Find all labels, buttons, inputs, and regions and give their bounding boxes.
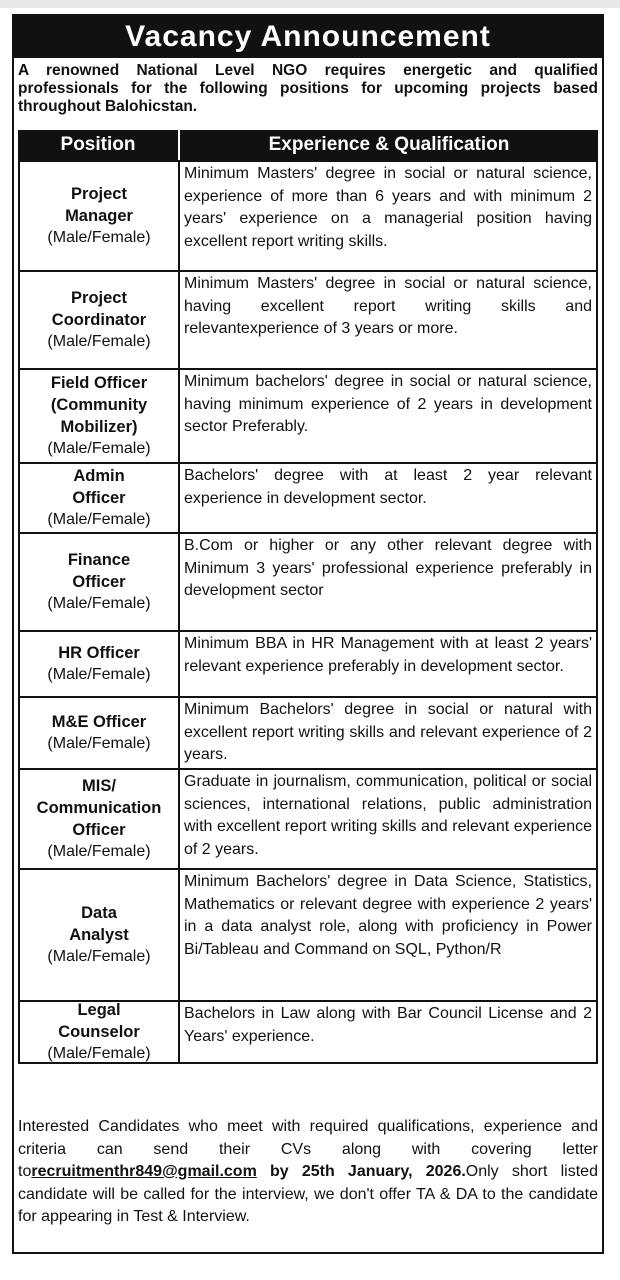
position-cell [20, 698, 180, 768]
position-title: Coordinator [51, 311, 147, 329]
vacancy-announcement-card [12, 14, 604, 1254]
email-link[interactable]: recruitmenthr849@gmail.com [31, 1163, 257, 1180]
gender-label: (Male/Female) [47, 843, 151, 860]
intro-text: A renowned National Level NGO requires energetic and qualified professionals for the following positions for upcoming projects based throughout Balohicstan. [18, 62, 598, 115]
position-title: Analyst [69, 926, 129, 944]
position-column-header: Position [18, 130, 180, 160]
table-header [18, 130, 598, 160]
position-cell [20, 464, 180, 532]
position-title: M&E Officer [51, 713, 147, 731]
application-instructions [18, 1116, 598, 1229]
experience-cell: Minimum Bachelors' degree in Data Science, Statistics, Mathematics or relevant degree with experience 2 years' in a data analyst role, along with proficiency in Power Bi/Tableau and Command on SQL, Python/R [184, 873, 592, 958]
instructions-text: Interested Candidates who meet with required qualifications, experience and criteria can send their CVs along with covering letter to [18, 1118, 598, 1180]
position-cell [20, 162, 180, 270]
announcement-title: Vacancy Announcement [14, 16, 602, 58]
table-row [18, 464, 598, 534]
table-body [18, 160, 598, 1064]
position-cell [20, 632, 180, 696]
position-title: MIS/ [82, 777, 116, 795]
table-row [18, 770, 598, 870]
experience-cell: Minimum Masters' degree in social or natural science, having excellent report writing skills and relevantexperience of 3 years or more. [184, 275, 592, 337]
gender-label: (Male/Female) [47, 735, 151, 752]
position-cell [20, 272, 180, 368]
position-cell [20, 534, 180, 630]
position-title: HR Officer [58, 644, 140, 662]
position-cell [20, 870, 180, 1000]
position-title: (Community [50, 396, 148, 414]
experience-column-header: Experience & Qualification [268, 134, 510, 155]
position-title: Data [81, 904, 117, 922]
position-cell [20, 770, 180, 868]
position-cell [20, 370, 180, 462]
position-cell [20, 1002, 180, 1062]
table-row [18, 370, 598, 464]
position-title: Officer [72, 821, 126, 839]
position-title: Manager [65, 207, 133, 225]
experience-cell: Minimum Bachelors' degree in social or natural with excellent report writing skills and relevant experience of 2 years. [184, 701, 592, 763]
table-row [18, 870, 598, 1002]
position-title: Admin [73, 467, 125, 485]
experience-cell: Minimum BBA in HR Management with at least 2 years' relevant experience preferably in development sector. [184, 635, 592, 675]
table-row [18, 1002, 598, 1064]
position-title: Mobilizer) [60, 418, 138, 436]
position-title: Finance [67, 551, 131, 569]
position-title: Communication [36, 799, 162, 817]
gender-label: (Male/Female) [47, 511, 151, 528]
shortlist-note: Only short listed candidate will be called for the interview, we don't offer TA & DA to the candidate for appearing in Test & Interview. [18, 1163, 598, 1225]
experience-cell: B.Com or higher or any other relevant degree with Minimum 3 years' professional experience preferably in development sector [184, 537, 592, 599]
gender-label: (Male/Female) [47, 666, 151, 683]
table-row [18, 534, 598, 632]
deadline-text: by 25th January, 2026. [269, 1163, 466, 1180]
gender-label: (Male/Female) [47, 440, 151, 457]
experience-cell: Graduate in journalism, communication, political or social sciences, international relations, public administration with excellent report writing skills and relevant experience of 2 years. [184, 773, 592, 858]
top-strip [0, 0, 620, 8]
position-title: Legal [77, 1001, 121, 1019]
position-title: Officer [72, 573, 126, 591]
experience-cell: Bachelors' degree with at least 2 year relevant experience in development sector. [184, 467, 592, 507]
experience-cell: Minimum bachelors' degree in social or natural science, having minimum experience of 2 years in development sector Preferably. [184, 373, 592, 435]
table-row [18, 272, 598, 370]
positions-table [18, 130, 598, 1064]
experience-cell: Minimum Masters' degree in social or natural science, experience of more than 6 years and with minimum 2 years' experience on a managerial position having excellent report writing skills. [184, 165, 592, 250]
position-title: Field Officer [50, 374, 148, 392]
table-row [18, 160, 598, 272]
table-row [18, 632, 598, 698]
position-title: Counselor [58, 1023, 140, 1041]
position-title: Officer [72, 489, 126, 507]
gender-label: (Male/Female) [47, 948, 151, 965]
position-title: Project [71, 185, 127, 203]
position-title: Project [71, 289, 127, 307]
gender-label: (Male/Female) [47, 1045, 151, 1062]
gender-label: (Male/Female) [47, 595, 151, 612]
gender-label: (Male/Female) [47, 333, 151, 350]
table-row [18, 698, 598, 770]
experience-cell: Bachelors in Law along with Bar Council License and 2 Years' experience. [184, 1005, 592, 1045]
gender-label: (Male/Female) [47, 229, 151, 246]
